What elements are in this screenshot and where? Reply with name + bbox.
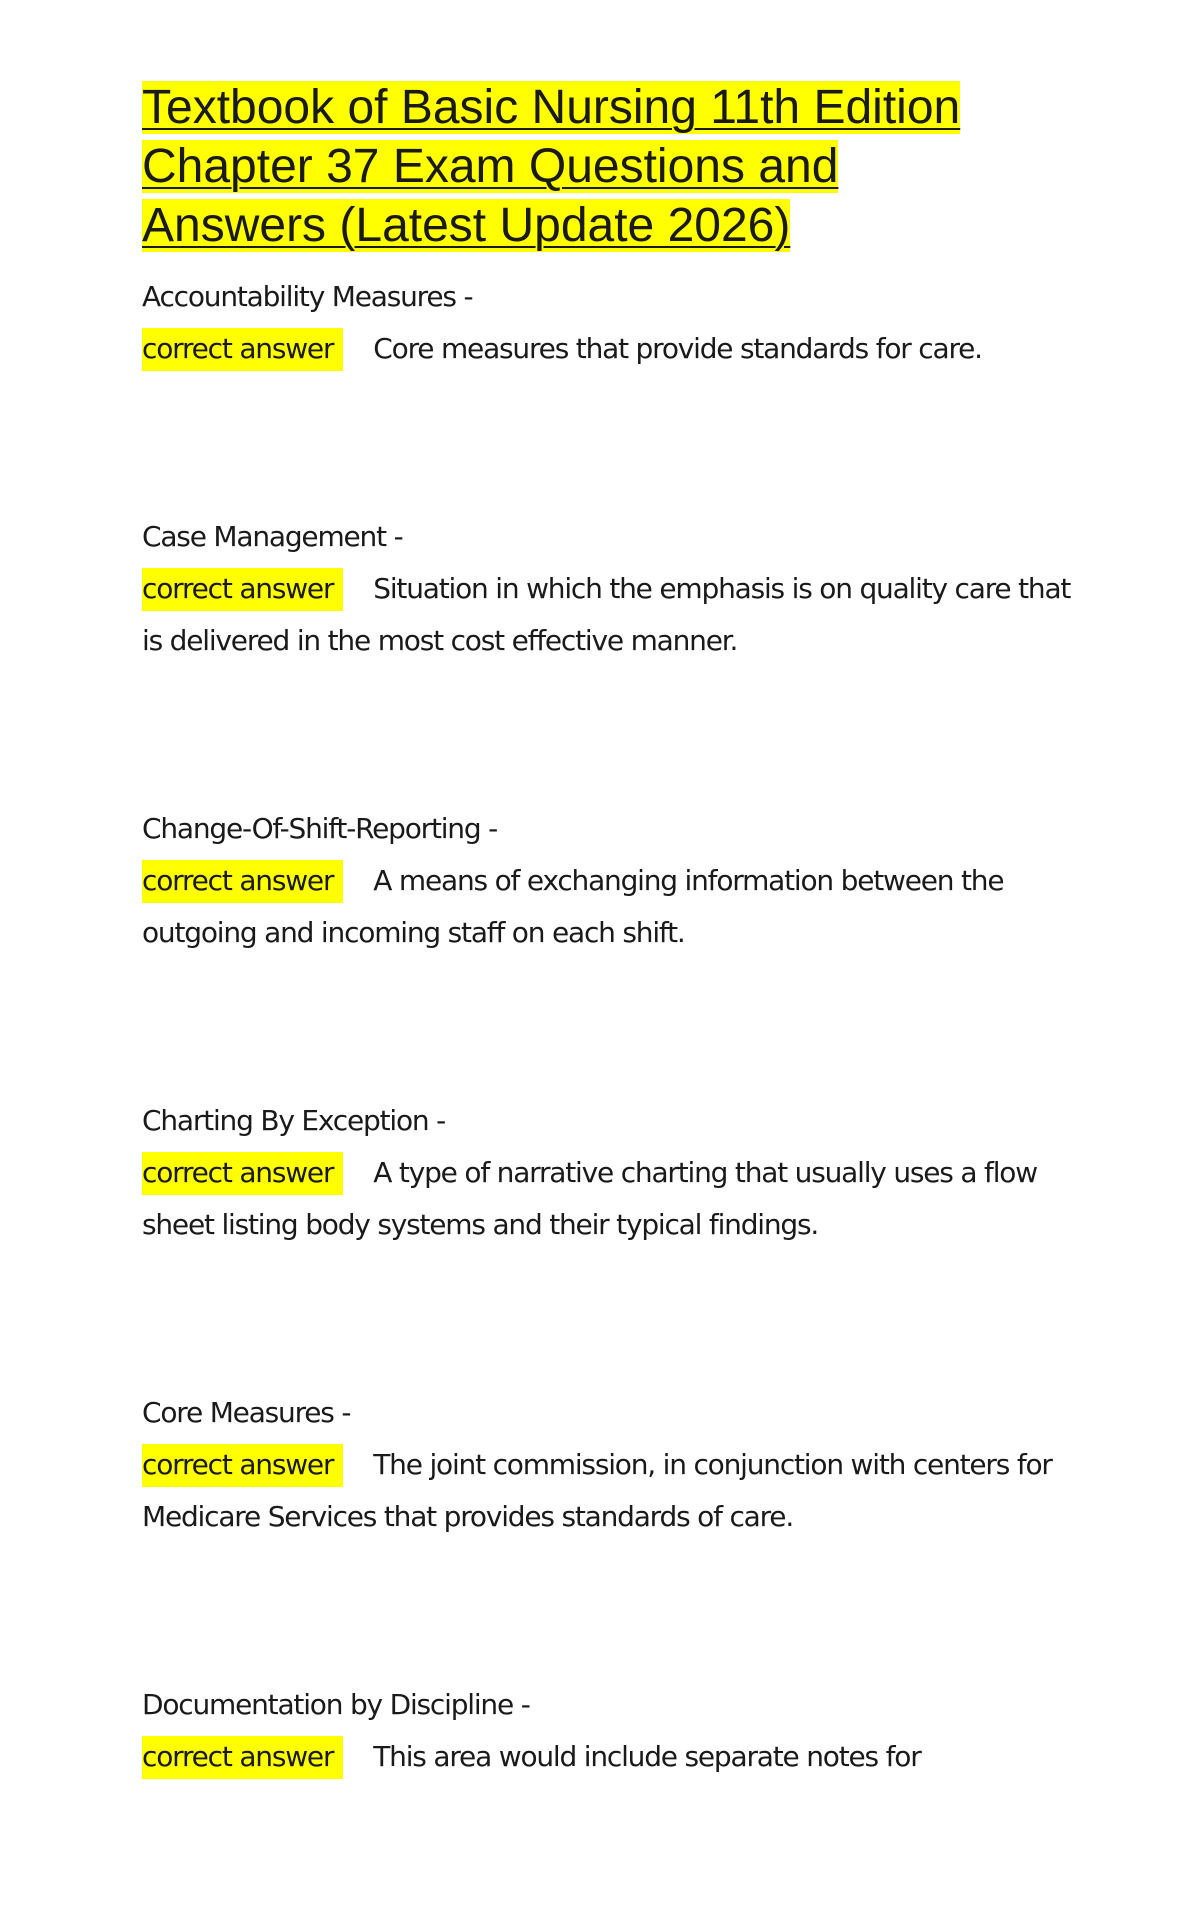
- entry-definition: Situation in which the emphasis is on quality care that is delivered in the most cost effective manner.: [142, 572, 1071, 657]
- entry-answer-row: [142, 1147, 1072, 1251]
- entry-definition: A type of narrative charting that usually uses a flow sheet listing body systems and their typical findings.: [142, 1156, 1037, 1241]
- entry-answer-row: [142, 323, 1072, 375]
- qa-entry: [142, 803, 1072, 959]
- qa-entry: [142, 511, 1072, 667]
- entry-term: Change-Of-Shift-Reporting -: [142, 812, 498, 845]
- correct-answer-label: correct answer: [142, 1152, 343, 1195]
- entry-term: Core Measures -: [142, 1396, 351, 1429]
- entry-term: Charting By Exception -: [142, 1104, 446, 1137]
- correct-answer-label: correct answer: [142, 860, 343, 903]
- qa-entry: [142, 1679, 1072, 1783]
- entry-answer-row: [142, 855, 1072, 959]
- correct-answer-label: correct answer: [142, 1736, 343, 1779]
- title-line-3: Answers (Latest Update 2026): [142, 199, 791, 252]
- correct-answer-label: correct answer: [142, 328, 343, 371]
- qa-entry-list: [142, 271, 1072, 1919]
- entry-definition: The joint commission, in conjunction with centers for Medicare Services that provides standards of care.: [142, 1448, 1052, 1533]
- entry-answer-row: [142, 1439, 1072, 1543]
- qa-entry: [142, 271, 1072, 375]
- entry-answer-row: [142, 563, 1072, 667]
- document-title: [142, 78, 1042, 255]
- title-line-1: Textbook of Basic Nursing 11th Edition: [142, 81, 961, 134]
- entry-definition: A means of exchanging information between the outgoing and incoming staff on each shift.: [142, 864, 1004, 949]
- qa-entry: [142, 1387, 1072, 1543]
- correct-answer-label: correct answer: [142, 1444, 343, 1487]
- entry-definition: Core measures that provide standards for care.: [373, 332, 982, 365]
- entry-definition: This area would include separate notes for: [373, 1740, 921, 1773]
- entry-term: Case Management -: [142, 520, 403, 553]
- correct-answer-label: correct answer: [142, 568, 343, 611]
- entry-term: Documentation by Discipline -: [142, 1688, 530, 1721]
- qa-entry: [142, 1095, 1072, 1251]
- title-line-2: Chapter 37 Exam Questions and: [142, 140, 839, 193]
- entry-term: Accountability Measures -: [142, 280, 473, 313]
- entry-answer-row: [142, 1731, 1072, 1783]
